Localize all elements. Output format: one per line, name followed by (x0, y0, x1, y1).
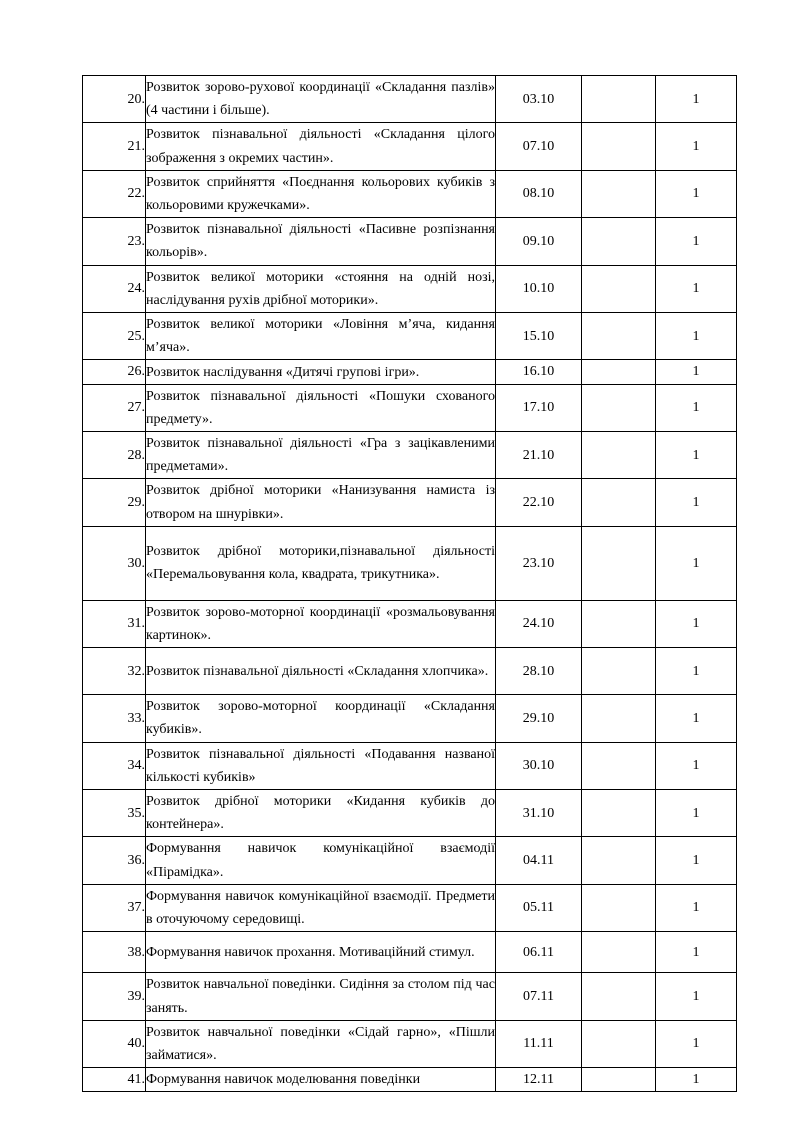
row-number: 34. (83, 742, 146, 789)
lesson-topic: Формування навичок комунікаційної взаємодії. Предмети в оточуючому середовищі. (146, 884, 496, 931)
lesson-date: 07.10 (496, 123, 582, 170)
lesson-note (582, 837, 656, 884)
lesson-note (582, 790, 656, 837)
table-row (83, 932, 737, 973)
table-row (83, 742, 737, 789)
lesson-note (582, 695, 656, 742)
row-number: 29. (83, 479, 146, 526)
lesson-note (582, 123, 656, 170)
lesson-hours: 1 (656, 932, 737, 973)
lesson-note (582, 218, 656, 265)
lesson-hours: 1 (656, 123, 737, 170)
row-number: 36. (83, 837, 146, 884)
lesson-note (582, 973, 656, 1020)
table-row (83, 695, 737, 742)
lesson-note (582, 170, 656, 217)
lesson-hours: 1 (656, 76, 737, 123)
lesson-date: 12.11 (496, 1068, 582, 1092)
lesson-topic: Розвиток пізнавальної діяльності «Пасивне розпізнання кольорів». (146, 218, 496, 265)
lesson-topic: Розвиток зорово-моторної координації «Складання кубиків». (146, 695, 496, 742)
lesson-note (582, 1068, 656, 1092)
lesson-note (582, 1020, 656, 1067)
row-number: 37. (83, 884, 146, 931)
table-row (83, 790, 737, 837)
table-row (83, 432, 737, 479)
row-number: 32. (83, 648, 146, 695)
lesson-hours: 1 (656, 360, 737, 384)
lesson-topic: Розвиток зорово-моторної координації «розмальовування картинок». (146, 600, 496, 647)
lesson-note (582, 360, 656, 384)
lesson-date: 09.10 (496, 218, 582, 265)
lesson-topic: Розвиток великої моторики «стояння на одній нозі, наслідування рухів дрібної моторики». (146, 265, 496, 312)
lesson-topic: Розвиток наслідування «Дитячі групові ігри». (146, 360, 496, 384)
row-number: 39. (83, 973, 146, 1020)
lesson-hours: 1 (656, 526, 737, 600)
row-number: 21. (83, 123, 146, 170)
lesson-hours: 1 (656, 884, 737, 931)
table-row (83, 526, 737, 600)
row-number: 35. (83, 790, 146, 837)
lesson-hours: 1 (656, 384, 737, 431)
lesson-date: 28.10 (496, 648, 582, 695)
table-row (83, 123, 737, 170)
table-row (83, 265, 737, 312)
table-row (83, 170, 737, 217)
lesson-hours: 1 (656, 742, 737, 789)
lesson-hours: 1 (656, 837, 737, 884)
lesson-date: 29.10 (496, 695, 582, 742)
lesson-note (582, 479, 656, 526)
table-row (83, 648, 737, 695)
lesson-topic: Розвиток пізнавальної діяльності «Складання хлопчика». (146, 648, 496, 695)
lesson-hours: 1 (656, 695, 737, 742)
lesson-plan-body (83, 76, 737, 1092)
lesson-hours: 1 (656, 218, 737, 265)
lesson-date: 06.11 (496, 932, 582, 973)
table-row (83, 76, 737, 123)
table-row (83, 837, 737, 884)
lesson-note (582, 742, 656, 789)
table-row (83, 218, 737, 265)
lesson-note (582, 648, 656, 695)
lesson-topic: Розвиток дрібної моторики,пізнавальної діяльності «Перемальовування кола, квадрата, трикутника». (146, 526, 496, 600)
lesson-topic: Розвиток сприйняття «Поєднання кольорових кубиків з кольоровими кружечками». (146, 170, 496, 217)
lesson-note (582, 76, 656, 123)
table-row (83, 479, 737, 526)
lesson-date: 07.11 (496, 973, 582, 1020)
lesson-note (582, 432, 656, 479)
row-number: 20. (83, 76, 146, 123)
lesson-hours: 1 (656, 170, 737, 217)
table-row (83, 313, 737, 360)
row-number: 30. (83, 526, 146, 600)
lesson-date: 31.10 (496, 790, 582, 837)
row-number: 28. (83, 432, 146, 479)
lesson-topic: Розвиток пізнавальної діяльності «Пошуки схованого предмету». (146, 384, 496, 431)
row-number: 40. (83, 1020, 146, 1067)
lesson-hours: 1 (656, 1020, 737, 1067)
row-number: 23. (83, 218, 146, 265)
lesson-note (582, 526, 656, 600)
lesson-topic: Розвиток дрібної моторики «Нанизування намиста із отвором на шнурівки». (146, 479, 496, 526)
lesson-date: 24.10 (496, 600, 582, 647)
lesson-hours: 1 (656, 265, 737, 312)
lesson-date: 16.10 (496, 360, 582, 384)
lesson-date: 30.10 (496, 742, 582, 789)
lesson-note (582, 600, 656, 647)
lesson-topic: Розвиток великої моторики «Ловіння м’яча, кидання м’яча». (146, 313, 496, 360)
lesson-topic: Розвиток дрібної моторики «Кидання кубиків до контейнера». (146, 790, 496, 837)
lesson-topic: Формування навичок моделювання поведінки (146, 1068, 496, 1092)
lesson-topic: Формування навичок прохання. Мотиваційний стимул. (146, 932, 496, 973)
lesson-date: 08.10 (496, 170, 582, 217)
lesson-note (582, 884, 656, 931)
lesson-hours: 1 (656, 600, 737, 647)
row-number: 26. (83, 360, 146, 384)
lesson-plan-table (82, 75, 737, 1092)
lesson-note (582, 265, 656, 312)
lesson-topic: Розвиток пізнавальної діяльності «Гра з зацікавленими предметами». (146, 432, 496, 479)
lesson-topic: Розвиток навчальної поведінки «Сідай гарно», «Пішли займатися». (146, 1020, 496, 1067)
lesson-hours: 1 (656, 313, 737, 360)
lesson-hours: 1 (656, 790, 737, 837)
lesson-date: 10.10 (496, 265, 582, 312)
lesson-date: 21.10 (496, 432, 582, 479)
table-row (83, 1068, 737, 1092)
lesson-hours: 1 (656, 648, 737, 695)
lesson-date: 05.11 (496, 884, 582, 931)
row-number: 24. (83, 265, 146, 312)
lesson-date: 17.10 (496, 384, 582, 431)
row-number: 41. (83, 1068, 146, 1092)
lesson-date: 15.10 (496, 313, 582, 360)
table-row (83, 384, 737, 431)
row-number: 38. (83, 932, 146, 973)
lesson-date: 03.10 (496, 76, 582, 123)
lesson-note (582, 932, 656, 973)
lesson-hours: 1 (656, 432, 737, 479)
lesson-hours: 1 (656, 973, 737, 1020)
lesson-topic: Формування навичок комунікаційної взаємодії «Пірамідка». (146, 837, 496, 884)
lesson-topic: Розвиток пізнавальної діяльності «Подавання названої кількості кубиків» (146, 742, 496, 789)
row-number: 22. (83, 170, 146, 217)
table-row (83, 1020, 737, 1067)
lesson-date: 04.11 (496, 837, 582, 884)
lesson-note (582, 384, 656, 431)
row-number: 33. (83, 695, 146, 742)
row-number: 25. (83, 313, 146, 360)
lesson-hours: 1 (656, 479, 737, 526)
lesson-date: 22.10 (496, 479, 582, 526)
lesson-topic: Розвиток пізнавальної діяльності «Складання цілого зображення з окремих частин». (146, 123, 496, 170)
row-number: 27. (83, 384, 146, 431)
table-row (83, 360, 737, 384)
lesson-note (582, 313, 656, 360)
lesson-date: 11.11 (496, 1020, 582, 1067)
table-row (83, 600, 737, 647)
table-row (83, 884, 737, 931)
lesson-date: 23.10 (496, 526, 582, 600)
row-number: 31. (83, 600, 146, 647)
table-row (83, 973, 737, 1020)
lesson-hours: 1 (656, 1068, 737, 1092)
lesson-topic: Розвиток зорово-рухової координації «Складання пазлів» (4 частини і більше). (146, 76, 496, 123)
lesson-topic: Розвиток навчальної поведінки. Сидіння за столом під час занять. (146, 973, 496, 1020)
